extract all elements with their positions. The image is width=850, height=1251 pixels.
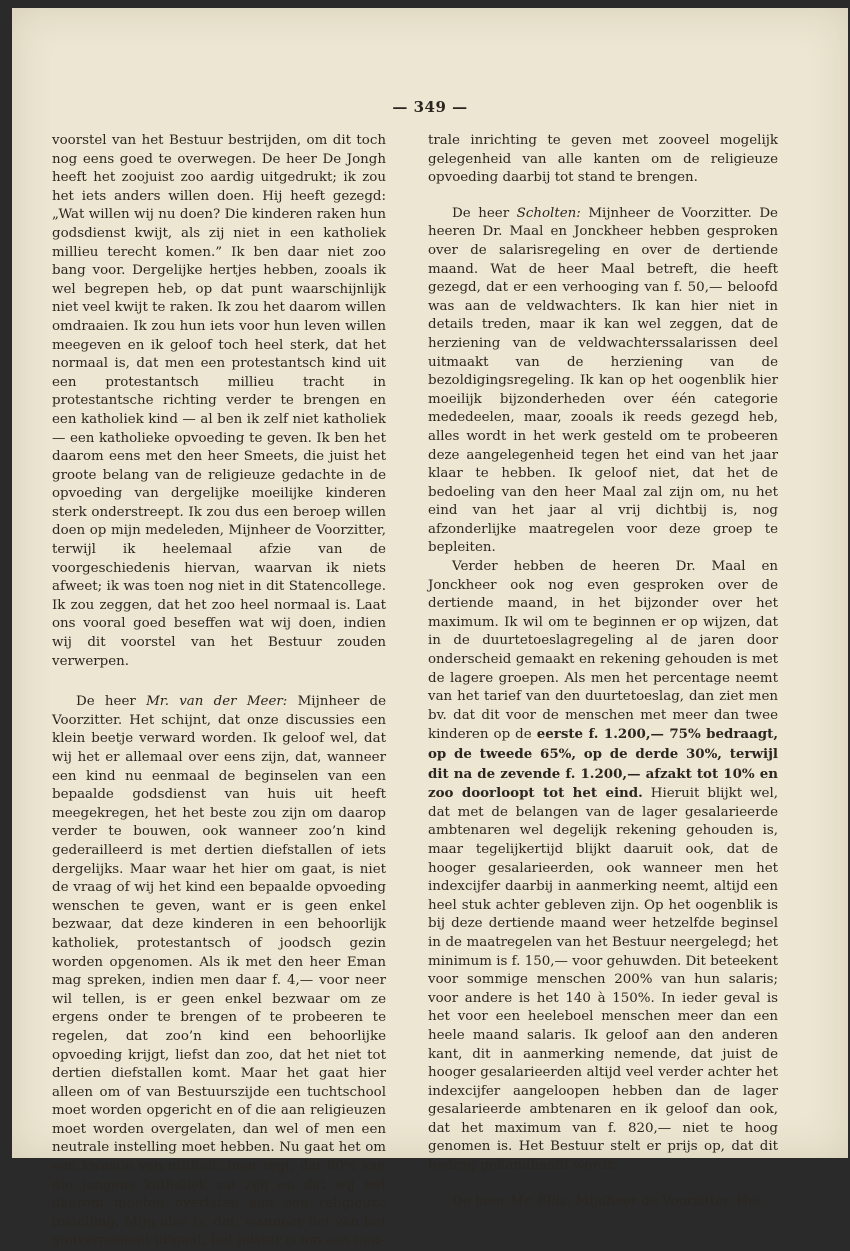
speech-text: Mijnheer de Voorzitter. Het [571,1193,762,1209]
paragraph: voorstel van het Bestuur bestrijden, om dit toch nog eens goed te overwegen. De heer De Jongh heeft het zoojuist zoo aardig uitgedrukt; ik zou het iets anders willen doen. Hij heeft gezegd: „Wat willen wij nu doen? Die kinderen raken hun godsdienst kwijt, als zij niet in een katholiek millieu terecht komen.” Ik ben daar niet zoo bang voor. Dergelijke hertjes hebben, zooals ik wel begrepen heb, op dat punt waarschijnlijk niet veel kwijt te raken. Ik zou het daarom willen omdraaien. Ik zou hun iets voor hun leven willen meegeven en ik geloof toch heel sterk, dat het normaal is, dat men een protestantsch kind uit een protestantsch millieu tracht in protestantsche richting verder te brengen en een katholiek kind — al ben ik zelf niet katholiek — een katholieke opvoeding te geven. Ik ben het daarom eens met den heer Smeets, die juist het groote belang van de religieuze gedachte in de opvoeding van dergelijke moeilijke kinderen sterk onderstreept. Ik zou dus een beroep willen doen op mijn medeleden, Mijnheer de Voorzitter, terwijl ik heelemaal afzie van de voorgeschiedenis hiervan, waarvan ik niets afweet; ik was toen nog niet in dit Statencollege. Ik zou zeggen, dat het zoo heel normaal is. Laat ons vooral goed beseffen wat wij doen, indien wij dit voorstel van het Bestuur zouden verwerpen. [52,133,386,669]
paragraph-van-der-meer [52,693,386,1251]
paragraph-dertiende-maand [428,558,778,1176]
speaker-name: Mr. van der Meer: [146,694,288,710]
speaker-intro: De heer [76,694,147,710]
speech-text: Mijnheer de Voorzitter. De heeren Dr. Maal en Jonckheer hebben gesproken over de salarisregeling en over de dertiende maand. Wat de heer Maal betreft, die heeft gezegd, dat er een verhooging van f. 50,— beloofd was aan de veldwachters. Ik kan hier niet in details treden, maar ik kan wel zeggen, dat de herziening van de veldwachterssalarissen deel uitmaakt van de herziening van de bezoldigingsregeling. Ik kan op het oogenblik hier moeilijk bijzonderheden over één categorie mededeelen, maar, zooals ik reeds gezegd heb, alles wordt in het werk gesteld om te probeeren deze aangelegenheid tegen het eind van het jaar klaar te hebben. Ik geloof niet, dat het de bedoeling van den heer Maal zal zijn om, nu het eind van het jaar al vrij dichtbij is, nog afzonderlijke maatregelen voor deze groep te bepleiten. [428,205,778,556]
left-column [52,132,386,1251]
speaker-intro: De heer [452,1193,511,1209]
page-number: — 349 — [392,98,468,116]
paragraph-scholten [428,205,778,558]
scanned-page [12,8,848,1249]
paragraph-ellis [428,1193,778,1212]
bold-text-segment: eerste f. 1.200,— 75% bedraagt, op de tweede 65%, op de derde 30%, terwijl dit na de zevende f. 1.200,— afzakt tot 10% en zoo doorloopt tot het eind. [428,726,778,802]
speaker-name: Scholten: [516,205,581,221]
paragraph: trale inrichting te geven met zooveel mogelijk gelegenheid van alle kanten om de religieuze opvoeding daarbij tot stand te brengen. [428,133,778,186]
right-column [428,132,778,1211]
speech-text: Mijnheer de Voorzitter. Het schijnt, dat onze discussies een klein beetje verward worden. Ik geloof wel, dat wij het er allemaal over eens zijn, dat, wanneer een kind nu eenmaal de beginselen van een bepaalde godsdienst van huis uit heeft meegekregen, het het beste zou zijn om daarop verder te bouwen, ook wanneer zoo’n kind gederailleerd is met dertien diefstallen of iets dergelijks. Maar waar het hier om gaat, is niet de vraag of wij het kind een bepaalde opvoeding wenschen te geven, want er is geen enkel bezwaar, dat deze kinderen in een behoorlijk katholiek, protestantsch of joodsch gezin worden opgenomen. Als ik met den heer Eman mag spreken, indien men daar f. 4,— voor neer wil tellen, is er geen enkel bezwaar om ze ergens onder te brengen of te probeeren te regelen, dat zoo’n kind een behoorlijke opvoeding krijgt, liefst dan zoo, dat het niet tot dertien diefstallen komt. Maar het gaat hier alleen om of van Bestuurszijde een tuchtschool moet worden opgericht en of die aan religieuzen moet worden overgelaten, dan wel of men een neutrale instelling moet hebben. Nu gaat het om een kwestie van utiliteit: men zegt, dat 80% van die jongens katholiek zal zijn en dat wij het daarom moeten overlaten aan een religieuze instelling. Mijn idee is, dat, wanneer het van het gouvernement uitgaat, het juister is om een neu- [52,694,386,1249]
text-segment: Verder hebben de heeren Dr. Maal en Jonckheer ook nog even gesproken over de dertiende maand, in het bijzonder over het maximum. Ik wil om te beginnen er op wijzen, dat in de duurtetoeslagregeling al de jaren door onderscheid gemaakt en rekening gehouden is met de lagere groepen. Als men het percentage neemt van het tarief van den duurtetoeslag, dan ziet men bv. dat dit voor de menschen met meer dan twee kinderen op de [428,559,778,743]
speaker-intro: De heer [452,205,517,221]
speaker-name: Mr. Ellis: [510,1193,572,1209]
text-segment: Hieruit blijkt wel, dat met de belangen van de lager gesalarieerde ambtenaren wel degelijk rekening gehouden is, maar tegelijkertijd blijkt daaruit ook, dat de hooger gesalarieerden, ook wanneer men het indexcijfer daarbij in aanmerking neemt, altijd een heel stuk achter gebleven zijn. Op het oogenblik is bij deze dertiende maand weer hetzelfde beginsel in de maatregelen van het Bestuur neergelegd; het minimum is f. 150,— voor gehuwden. Dit beteekent voor sommige menschen 200% van hun salaris; voor andere is het 140 à 150%. In ieder geval is het voor een heeleboel menschen meer dan een heele maand salaris. Ik geloof aan den anderen kant, dit in aanmerking nemende, dat juist de hooger gesalarieerden altijd veel verder achter het indexcijfer aangeloopen hebben dan de lager gesalarieerde ambtenaren en ik geloof dan ook, dat het maximum van f. 820,— niet te hoog genomen is. Het Bestuur stelt er prijs op, dat dit bedrag gehandhaafd wordt. [428,786,778,1174]
